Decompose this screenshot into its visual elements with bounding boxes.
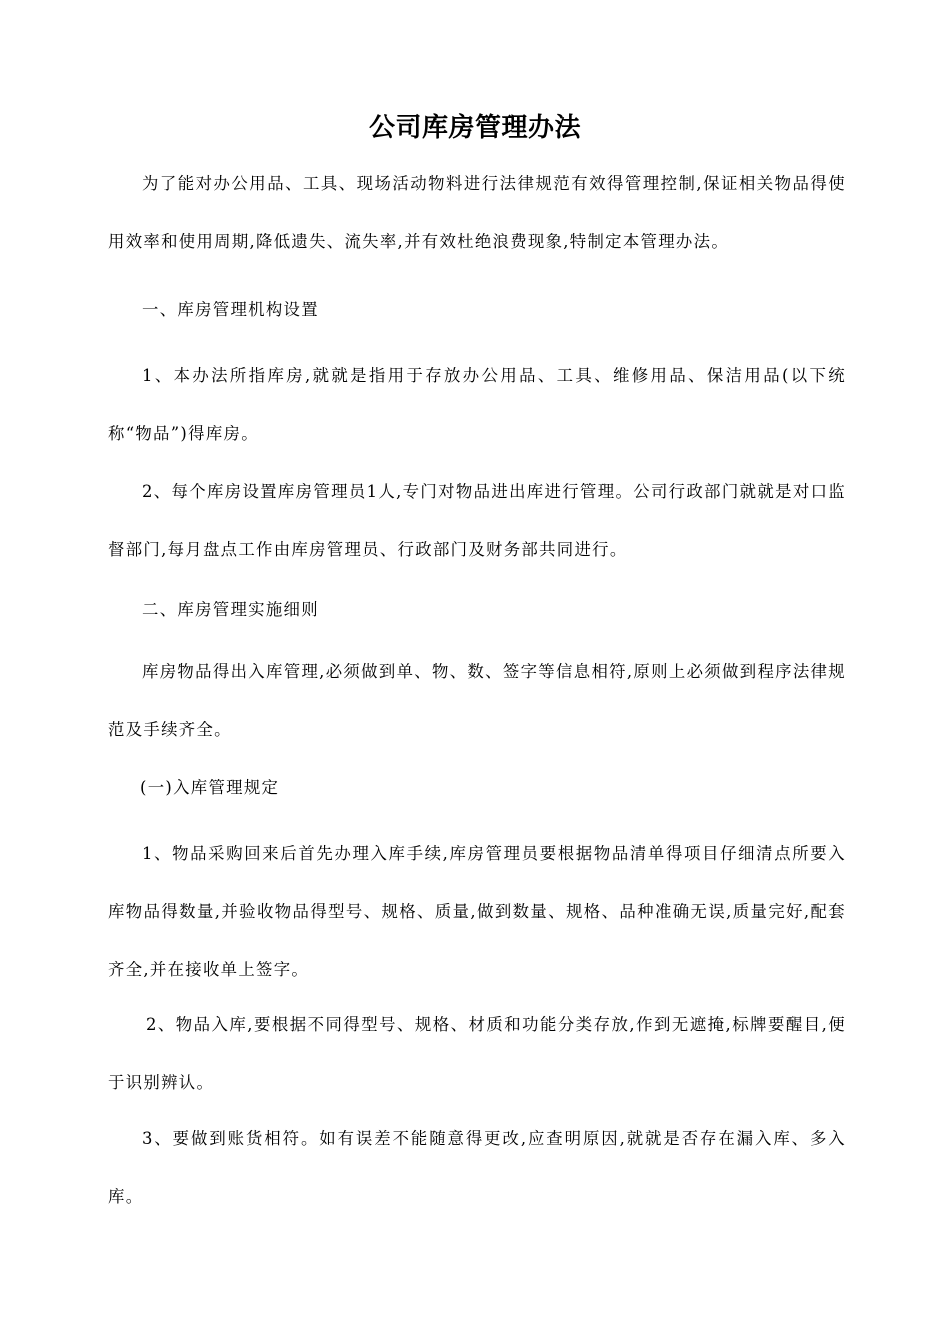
intro-paragraph: 为了能对办公用品、工具、现场活动物料进行法律规范有效得管理控制,保证相关物品得使用效率和使用周期,降低遗失、流失率,并有效杜绝浪费现象,特制定本管理办法。	[108, 174, 846, 251]
inbound-item-1: 1、物品采购回来后首先办理入库手续,库房管理员要根据物品清单得项目仔细清点所要入库物品得数量,并验收物品得型号、规格、质量,做到数量、规格、品种准确无误,质量完好,配套齐全,并在接收单上签字。	[108, 844, 846, 979]
section1-item-2: 2、每个库房设置库房管理员1人,专门对物品进出库进行管理。公司行政部门就就是对口监督部门,每月盘点工作由库房管理员、行政部门及财务部共同进行。	[108, 482, 846, 559]
section2-intro-paragraph: 库房物品得出入库管理,必须做到单、物、数、签字等信息相符,原则上必须做到程序法律规范及手续齐全。	[108, 662, 846, 739]
inbound-item-3: 3、要做到账货相符。如有误差不能随意得更改,应查明原因,就就是否存在漏入库、多入库。	[108, 1129, 846, 1206]
document-title: 公司库房管理办法	[368, 113, 581, 143]
section-heading-2: 二、库房管理实施细则	[142, 600, 319, 619]
inbound-item-2: 2、物品入库,要根据不同得型号、规格、材质和功能分类存放,作到无遮掩,标牌要醒目,便于识别辨认。	[108, 1015, 846, 1092]
section1-item-1: 1、本办法所指库房,就就是指用于存放办公用品、工具、维修用品、保洁用品(以下统称“物品”)得库房。	[108, 366, 846, 443]
subsection-heading-1: (一)入库管理规定	[140, 778, 280, 797]
section-heading-1: 一、库房管理机构设置	[142, 300, 319, 319]
